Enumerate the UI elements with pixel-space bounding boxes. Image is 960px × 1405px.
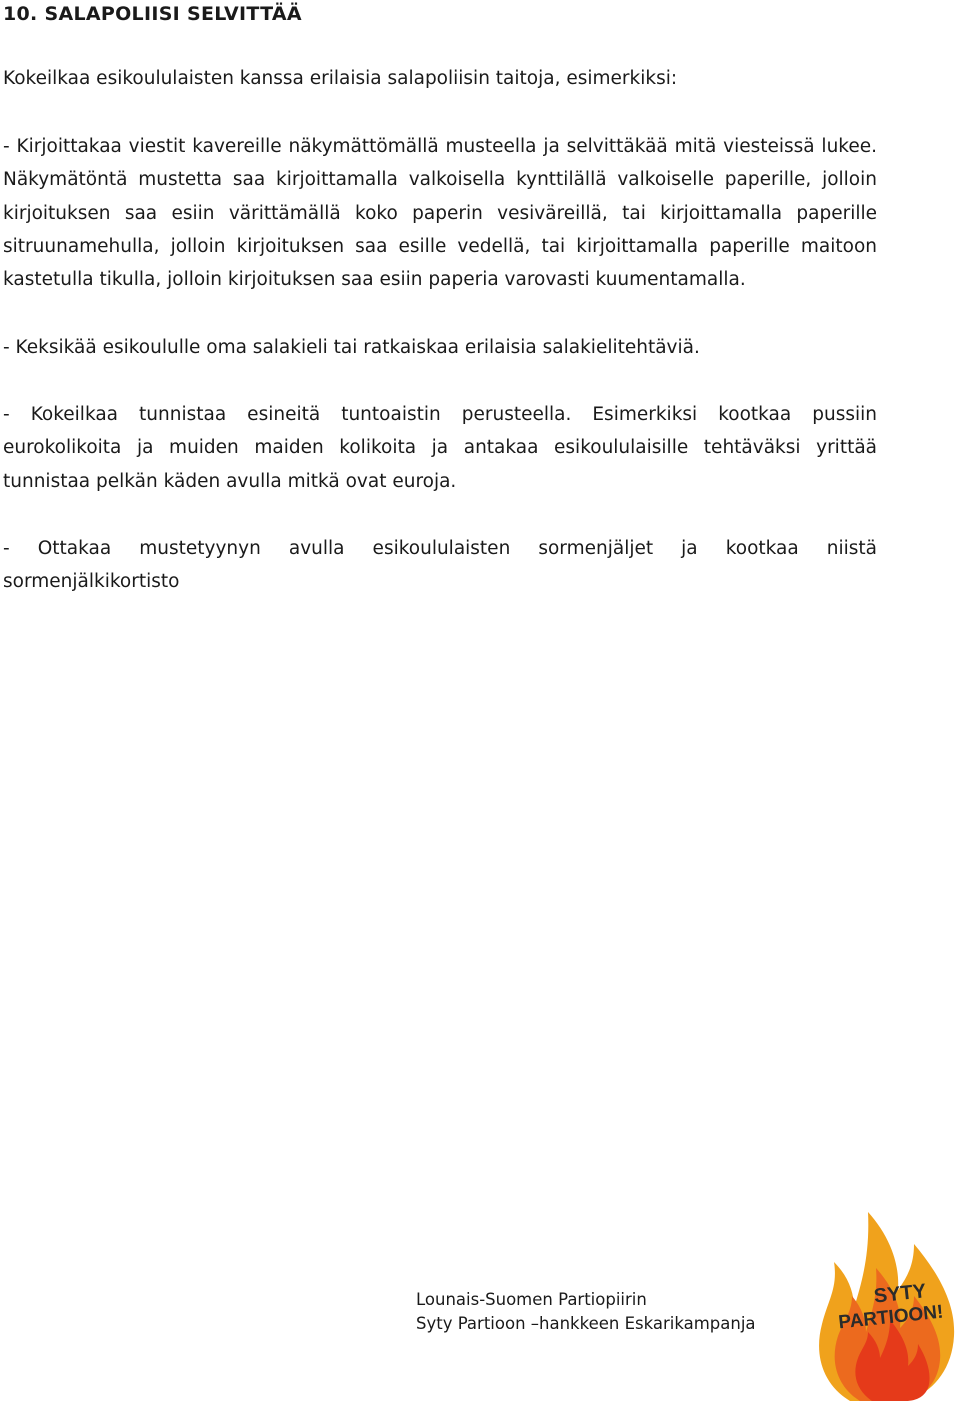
- logo-text-line2: PARTIOON!: [837, 1301, 945, 1334]
- paragraph-invisible-ink: - Kirjoittakaa viestit kavereille näkymättömällä musteella ja selvittäkää mitä viesteissä lukee. Näkymätöntä mustetta saa kirjoittamalla valkoisella kynttilällä valkoiselle paperille, jolloin kirjoituksen saa esiin värittämällä koko paperin vesiväreillä, tai kirjoittamalla paperille sitruunamehulla, jolloin kirjoituksen saa esille vedellä, tai kirjoittamalla paperille maitoon kastetulla tikulla, jolloin kirjoituksen saa esiin paperia varovasti kuumentamalla.: [3, 136, 877, 291]
- section-heading: 10. SALAPOLIISI SELVITTÄÄ: [3, 3, 302, 25]
- flame-logo-icon: [810, 1204, 960, 1401]
- footer-credit: [416, 1288, 756, 1336]
- logo-text-line1: SYTY: [872, 1280, 928, 1308]
- footer-line-organization: Lounais-Suomen Partiopiirin: [416, 1290, 647, 1309]
- footer-line-campaign: Syty Partioon –hankkeen Eskarikampanja: [416, 1314, 756, 1333]
- paragraph-fingerprints: - Ottakaa mustetyynyn avulla esikoululaisten sormenjäljet ja kootkaa niistä sormenjälkikortisto: [3, 538, 877, 593]
- intro-text: Kokeilkaa esikoululaisten kanssa erilaisia salapoliisin taitoja, esimerkiksi:: [3, 68, 678, 89]
- paragraph-touch-sense: - Kokeilkaa tunnistaa esineitä tuntoaistin perusteella. Esimerkiksi kootkaa pussiin eurokolikoita ja muiden maiden kolikoita ja antakaa esikoululaisille tehtäväksi yrittää tunnistaa pelkän käden avulla mitkä ovat euroja.: [3, 404, 877, 492]
- paragraph-secret-language: - Keksikää esikoululle oma salakieli tai ratkaiskaa erilaisia salakielitehtäviä.: [3, 337, 700, 358]
